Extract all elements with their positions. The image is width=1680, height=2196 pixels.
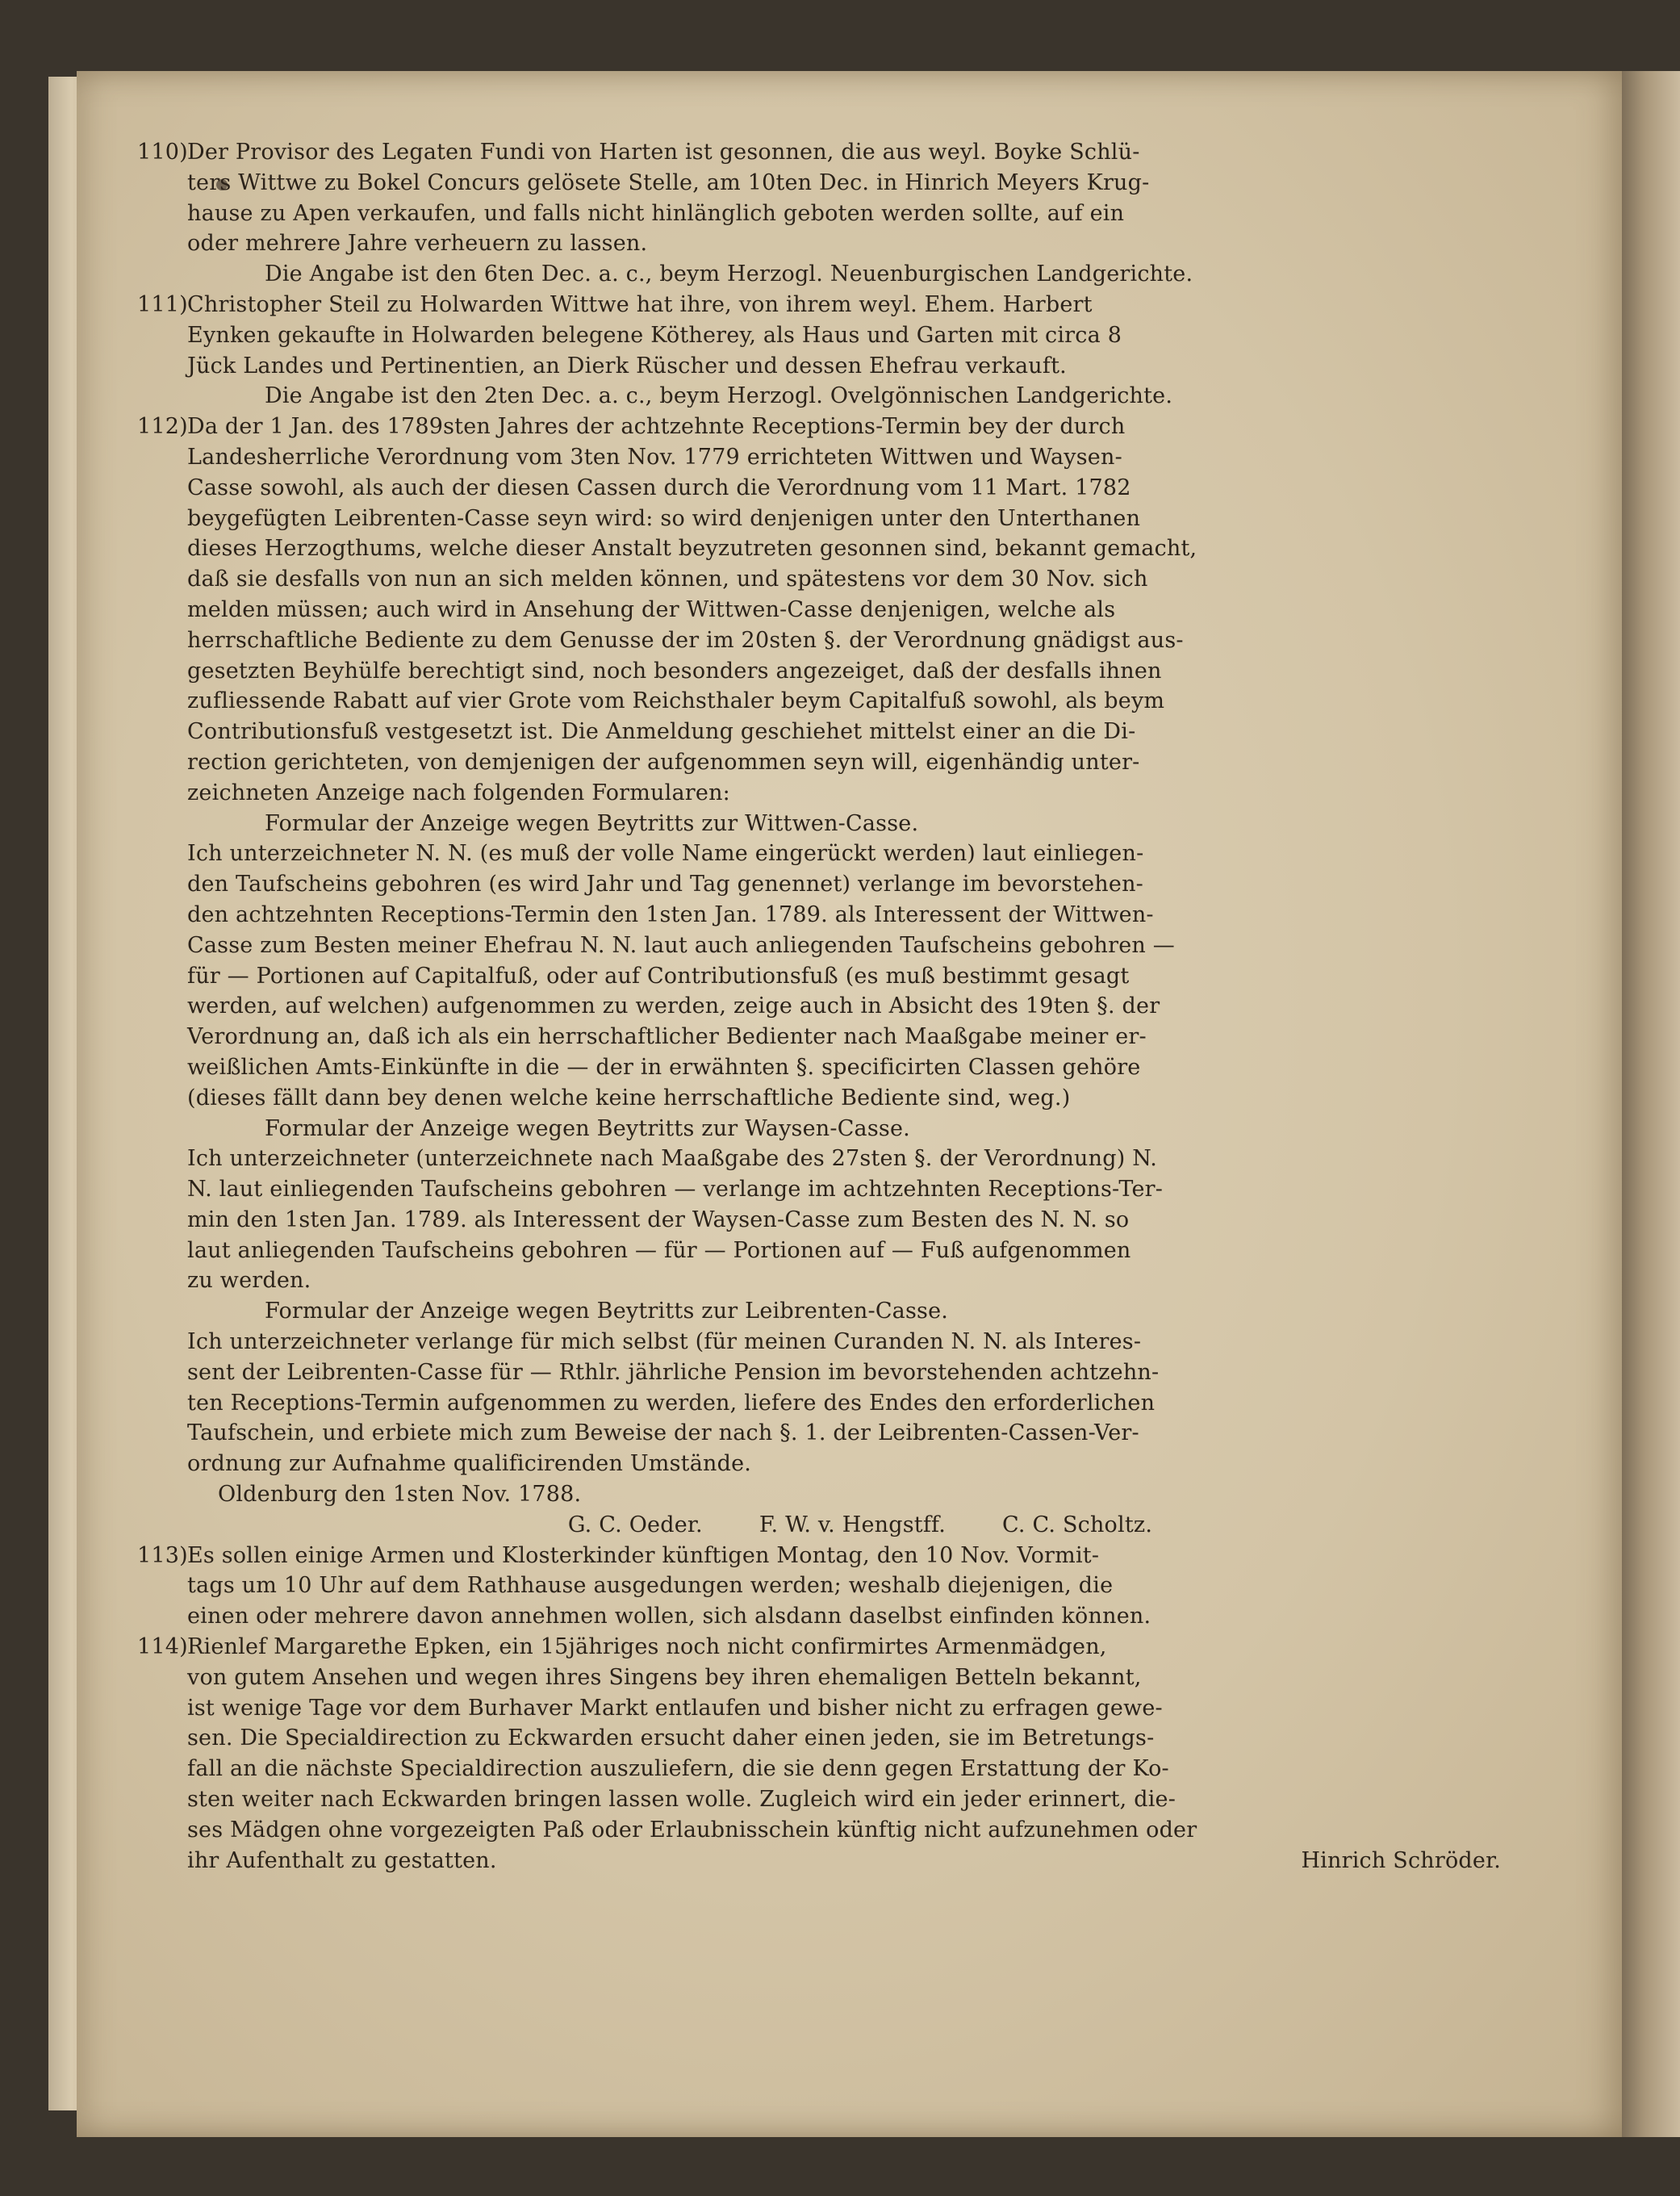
text-line: Christopher Steil zu Holwarden Wittwe hat ihre, von ihrem weyl. Ehem. Harbert: [187, 291, 1093, 317]
book-gutter: [1622, 71, 1680, 2137]
text-line: daß sie desfalls von nun an sich melden können, und spätestens vor dem 30 Nov. sich: [187, 567, 1148, 592]
form-heading: Formular der Anzeige wegen Beytritts zur Waysen-Casse.: [265, 1115, 910, 1141]
text-line: zeichneten Anzeige nach folgenden Formularen:: [187, 780, 730, 805]
text-line: ist wenige Tage vor dem Burhaver Markt entlaufen und bisher nicht zu erfragen gewe-: [187, 1695, 1163, 1721]
closing-line: Die Angabe ist den 6ten Dec. a. c., beym Herzogl. Neuenburgischen Landgerichte.: [265, 261, 1193, 287]
text-line: beygefügten Leibrenten-Casse seyn wird: so wird denjenigen unter den Unterthanen: [187, 505, 1141, 531]
entry-111: [137, 290, 1533, 412]
form-line: sent der Leibrenten-Casse für — Rthlr. jährliche Pension im bevorstehenden achtzehn-: [187, 1359, 1160, 1385]
form-line: weißlichen Amts-Einkünfte in die — der in erwähnten §. specificirten Classen gehöre: [187, 1054, 1141, 1080]
page-text: [137, 137, 1533, 1876]
entry-112: [137, 412, 1533, 1540]
text-line: Eynken gekaufte in Holwarden belegene Kötherey, als Haus und Garten mit circa 8: [187, 322, 1122, 348]
entry-number: 113): [137, 1542, 188, 1568]
form-heading: Formular der Anzeige wegen Beytritts zur Wittwen-Casse.: [265, 810, 919, 836]
text-line: sten weiter nach Eckwarden bringen lassen wolle. Zugleich wird ein jeder erinnert, die-: [187, 1787, 1176, 1813]
text-line: Es sollen einige Armen und Klosterkinder künftigen Montag, den 10 Nov. Vormit-: [187, 1542, 1100, 1568]
form-line: für — Portionen auf Capitalfuß, oder auf Contributionsfuß (es muß bestimmt gesagt: [187, 963, 1130, 989]
form-line: (dieses fällt dann bey denen welche keine herrschaftliche Bediente sind, weg.): [187, 1085, 1071, 1111]
form-line: zu werden.: [187, 1268, 311, 1294]
final-line-row: [187, 1846, 1533, 1876]
text-line: Jück Landes und Pertinentien, an Dierk Rüscher und dessen Ehefrau verkauft.: [187, 353, 1067, 379]
text-line: einen oder mehrere davon annehmen wollen, sich alsdann daselbst einfinden können.: [187, 1604, 1151, 1629]
form-line: Casse zum Besten meiner Ehefrau N. N. laut auch anliegenden Taufscheins gebohren —: [187, 932, 1175, 958]
form-heading: Formular der Anzeige wegen Beytritts zur Leibrenten-Casse.: [265, 1299, 949, 1324]
closing-line: Die Angabe ist den 2ten Dec. a. c., beym Herzogl. Ovelgönnischen Landgerichte.: [265, 383, 1173, 409]
text-line: fall an die nächste Specialdirection auszuliefern, die sie denn gegen Erstattung der Ko-: [187, 1756, 1169, 1782]
signature: G. C. Oeder.: [567, 1512, 703, 1537]
text-line: Casse sowohl, als auch der diesen Cassen durch die Verordnung vom 11 Mart. 1782: [187, 475, 1131, 500]
entry-number: 112): [137, 414, 188, 440]
entry-number: 114): [137, 1634, 188, 1660]
text-line: tags um 10 Uhr auf dem Rathhause ausgedungen werden; weshalb diejenigen, die: [187, 1573, 1114, 1599]
entry-number: 111): [137, 291, 188, 317]
form-line: Ich unterzeichneter verlange für mich selbst (für meinen Curanden N. N. als Interes-: [187, 1329, 1142, 1355]
text-line: ses Mädgen ohne vorgezeigten Paß oder Erlaubnisschein künftig nicht aufzunehmen oder: [187, 1817, 1197, 1843]
entry-114: [137, 1632, 1533, 1876]
text-line: dieses Herzogthums, welche dieser Anstalt beyzutreten gesonnen sind, bekannt gemacht,: [187, 536, 1197, 562]
text-line: von gutem Ansehen und wegen ihres Singens bey ihren ehemaligen Betteln bekannt,: [187, 1664, 1142, 1690]
signature: Hinrich Schröder.: [1301, 1847, 1501, 1873]
text-line: rection gerichteten, von demjenigen der aufgenommen seyn will, eigenhändig unter-: [187, 749, 1140, 775]
form-line: den achtzehnten Receptions-Termin den 1sten Jan. 1789. als Interessent der Wittwen-: [187, 901, 1154, 927]
text-line: herrschaftliche Bediente zu dem Genusse der im 20sten §. der Verordnung gnädigst aus-: [187, 627, 1184, 653]
text-line: zufliessende Rabatt auf vier Grote vom Reichsthaler beym Capitalfuß sowohl, als beym: [187, 688, 1165, 714]
text-line: hause zu Apen verkaufen, und falls nicht hinlänglich geboten werden sollte, auf ein: [187, 200, 1125, 226]
text-line: Contributionsfuß vestgesetzt ist. Die Anmeldung geschiehet mittelst einer an die Di-: [187, 719, 1136, 745]
signature-row: [187, 1510, 1533, 1541]
signature: C. C. Scholtz.: [1002, 1512, 1153, 1537]
text-line: oder mehrere Jahre verheuern zu lassen.: [187, 231, 648, 257]
text-line: melden müssen; auch wird in Ansehung der Wittwen-Casse denjenigen, welche als: [187, 596, 1116, 622]
form-line: laut anliegenden Taufscheins gebohren — für — Portionen auf — Fuß aufgenommen: [187, 1237, 1131, 1263]
text-line: Rienlef Margarethe Epken, ein 15jähriges noch nicht confirmirtes Armenmädgen,: [187, 1634, 1107, 1660]
form-line: werden, auf welchen) aufgenommen zu werden, zeige auch in Absicht des 19ten §. der: [187, 993, 1160, 1019]
place-date: Oldenburg den 1sten Nov. 1788.: [218, 1482, 582, 1508]
text-line: ihr Aufenthalt zu gestatten.: [187, 1847, 497, 1873]
form-line: N. laut einliegenden Taufscheins gebohren — verlange im achtzehnten Receptions-Ter-: [187, 1177, 1164, 1203]
form-line: Ich unterzeichneter (unterzeichnete nach Maaßgabe des 27sten §. der Verordnung) N.: [187, 1146, 1158, 1172]
text-line: ters Wittwe zu Bokel Concurs gelösete Stelle, am 10ten Dec. in Hinrich Meyers Krug-: [187, 169, 1150, 195]
text-line: Der Provisor des Legaten Fundi von Harten ist gesonnen, die aus weyl. Boyke Schlü-: [187, 140, 1140, 165]
form-line: Ich unterzeichneter N. N. (es muß der volle Name eingerückt werden) laut einliegen-: [187, 841, 1144, 867]
entry-113: [137, 1541, 1533, 1632]
entry-110: [137, 137, 1533, 290]
form-line: ordnung zur Aufnahme qualificirenden Umstände.: [187, 1451, 752, 1477]
signature: F. W. v. Hengstff.: [759, 1512, 947, 1537]
text-line: Landesherrliche Verordnung vom 3ten Nov. 1779 errichteten Wittwen und Waysen-: [187, 444, 1122, 470]
text-line: sen. Die Specialdirection zu Eckwarden ersucht daher einen jeden, sie im Betretungs-: [187, 1725, 1155, 1751]
text-line: Da der 1 Jan. des 1789sten Jahres der achtzehnte Receptions-Termin bey der durch: [187, 414, 1126, 440]
form-line: Verordnung an, daß ich als ein herrschaftlicher Bedienter nach Maaßgabe meiner er-: [187, 1024, 1147, 1050]
form-line: min den 1sten Jan. 1789. als Interessent der Waysen-Casse zum Besten des N. N. so: [187, 1207, 1130, 1232]
form-line: den Taufscheins gebohren (es wird Jahr und Tag genennet) verlange im bevorstehen-: [187, 872, 1143, 897]
form-line: ten Receptions-Termin aufgenommen zu werden, liefere des Endes den erforderlichen: [187, 1390, 1156, 1416]
text-line: gesetzten Beyhülfe berechtigt sind, noch besonders angezeiget, daß der desfalls ihnen: [187, 658, 1162, 684]
form-line: Taufschein, und erbiete mich zum Beweise der nach §. 1. der Leibrenten-Cassen-Ver-: [187, 1420, 1139, 1446]
entry-number: 110): [137, 140, 188, 165]
